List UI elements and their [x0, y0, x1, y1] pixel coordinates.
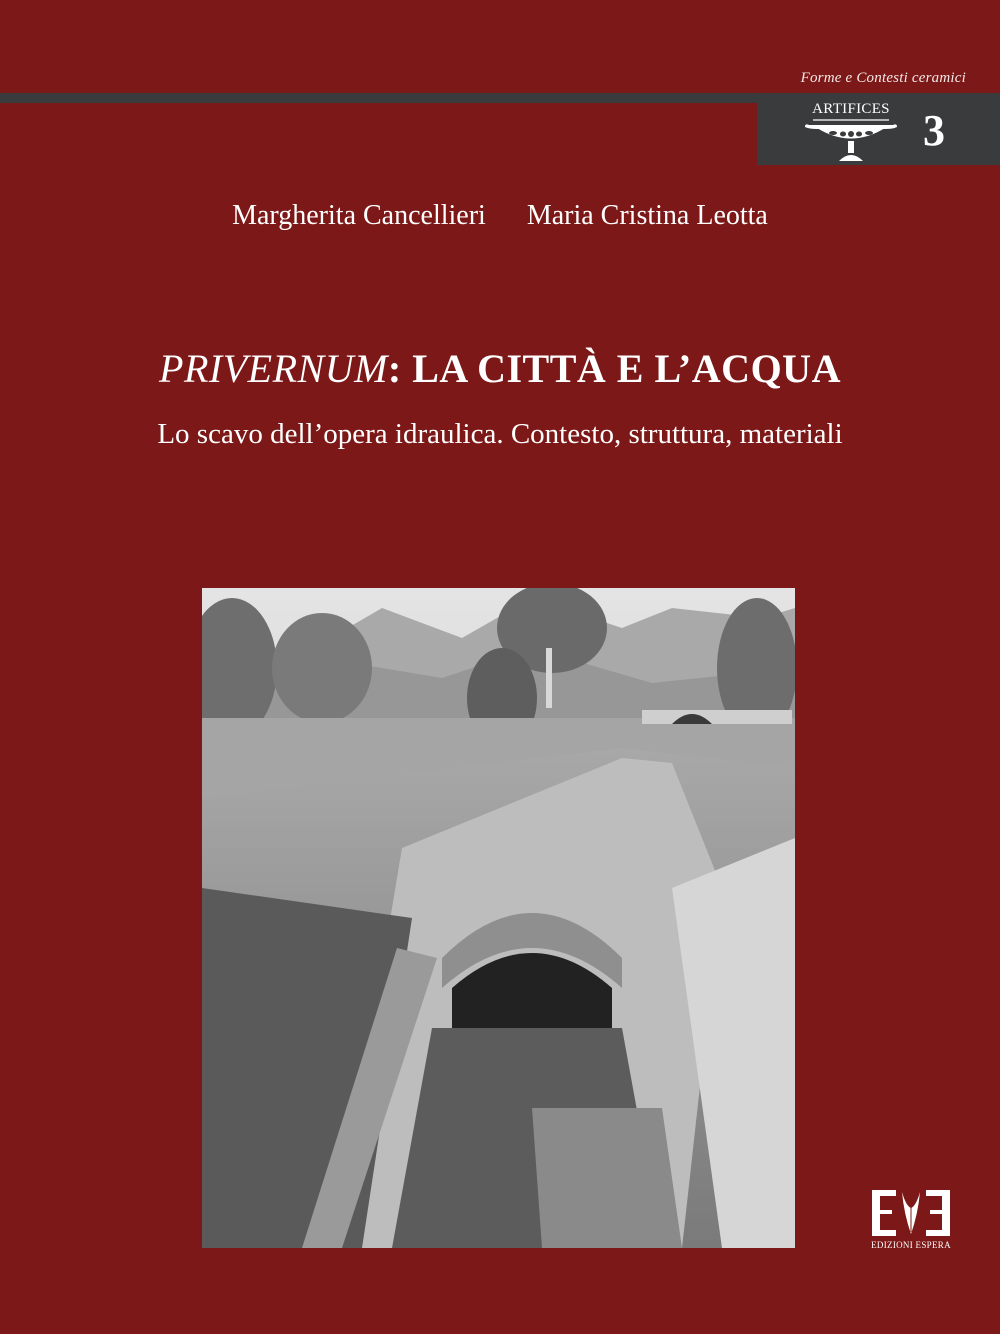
- excavation-photo-image: [202, 588, 795, 1248]
- volume-number: 3: [923, 106, 945, 155]
- authors: [0, 200, 1000, 232]
- book-subtitle: Lo scavo dell’opera idraulica. Contesto, struttura, materiali: [157, 418, 843, 450]
- publisher-name: EDIZIONI ESPERA: [871, 1240, 951, 1250]
- cover-photo: [202, 588, 795, 1248]
- book-title: [0, 345, 1000, 392]
- series-logo-text: ARTIFICES: [812, 101, 890, 117]
- series-name: Forme e Contesti ceramici: [800, 70, 966, 86]
- title-italic: PRIVERNUM: [159, 346, 388, 391]
- publisher-logo: [868, 1184, 954, 1254]
- kylix-cup-icon: [803, 119, 899, 163]
- espera-ee-monogram-icon: [868, 1184, 954, 1240]
- series-panel: [757, 93, 1000, 165]
- title-rest: : LA CITTÀ E L’ACQUA: [387, 346, 841, 391]
- author-1: Margherita Cancellieri: [232, 200, 486, 231]
- author-2: Maria Cristina Leotta: [526, 200, 768, 231]
- series-logo: [803, 101, 899, 161]
